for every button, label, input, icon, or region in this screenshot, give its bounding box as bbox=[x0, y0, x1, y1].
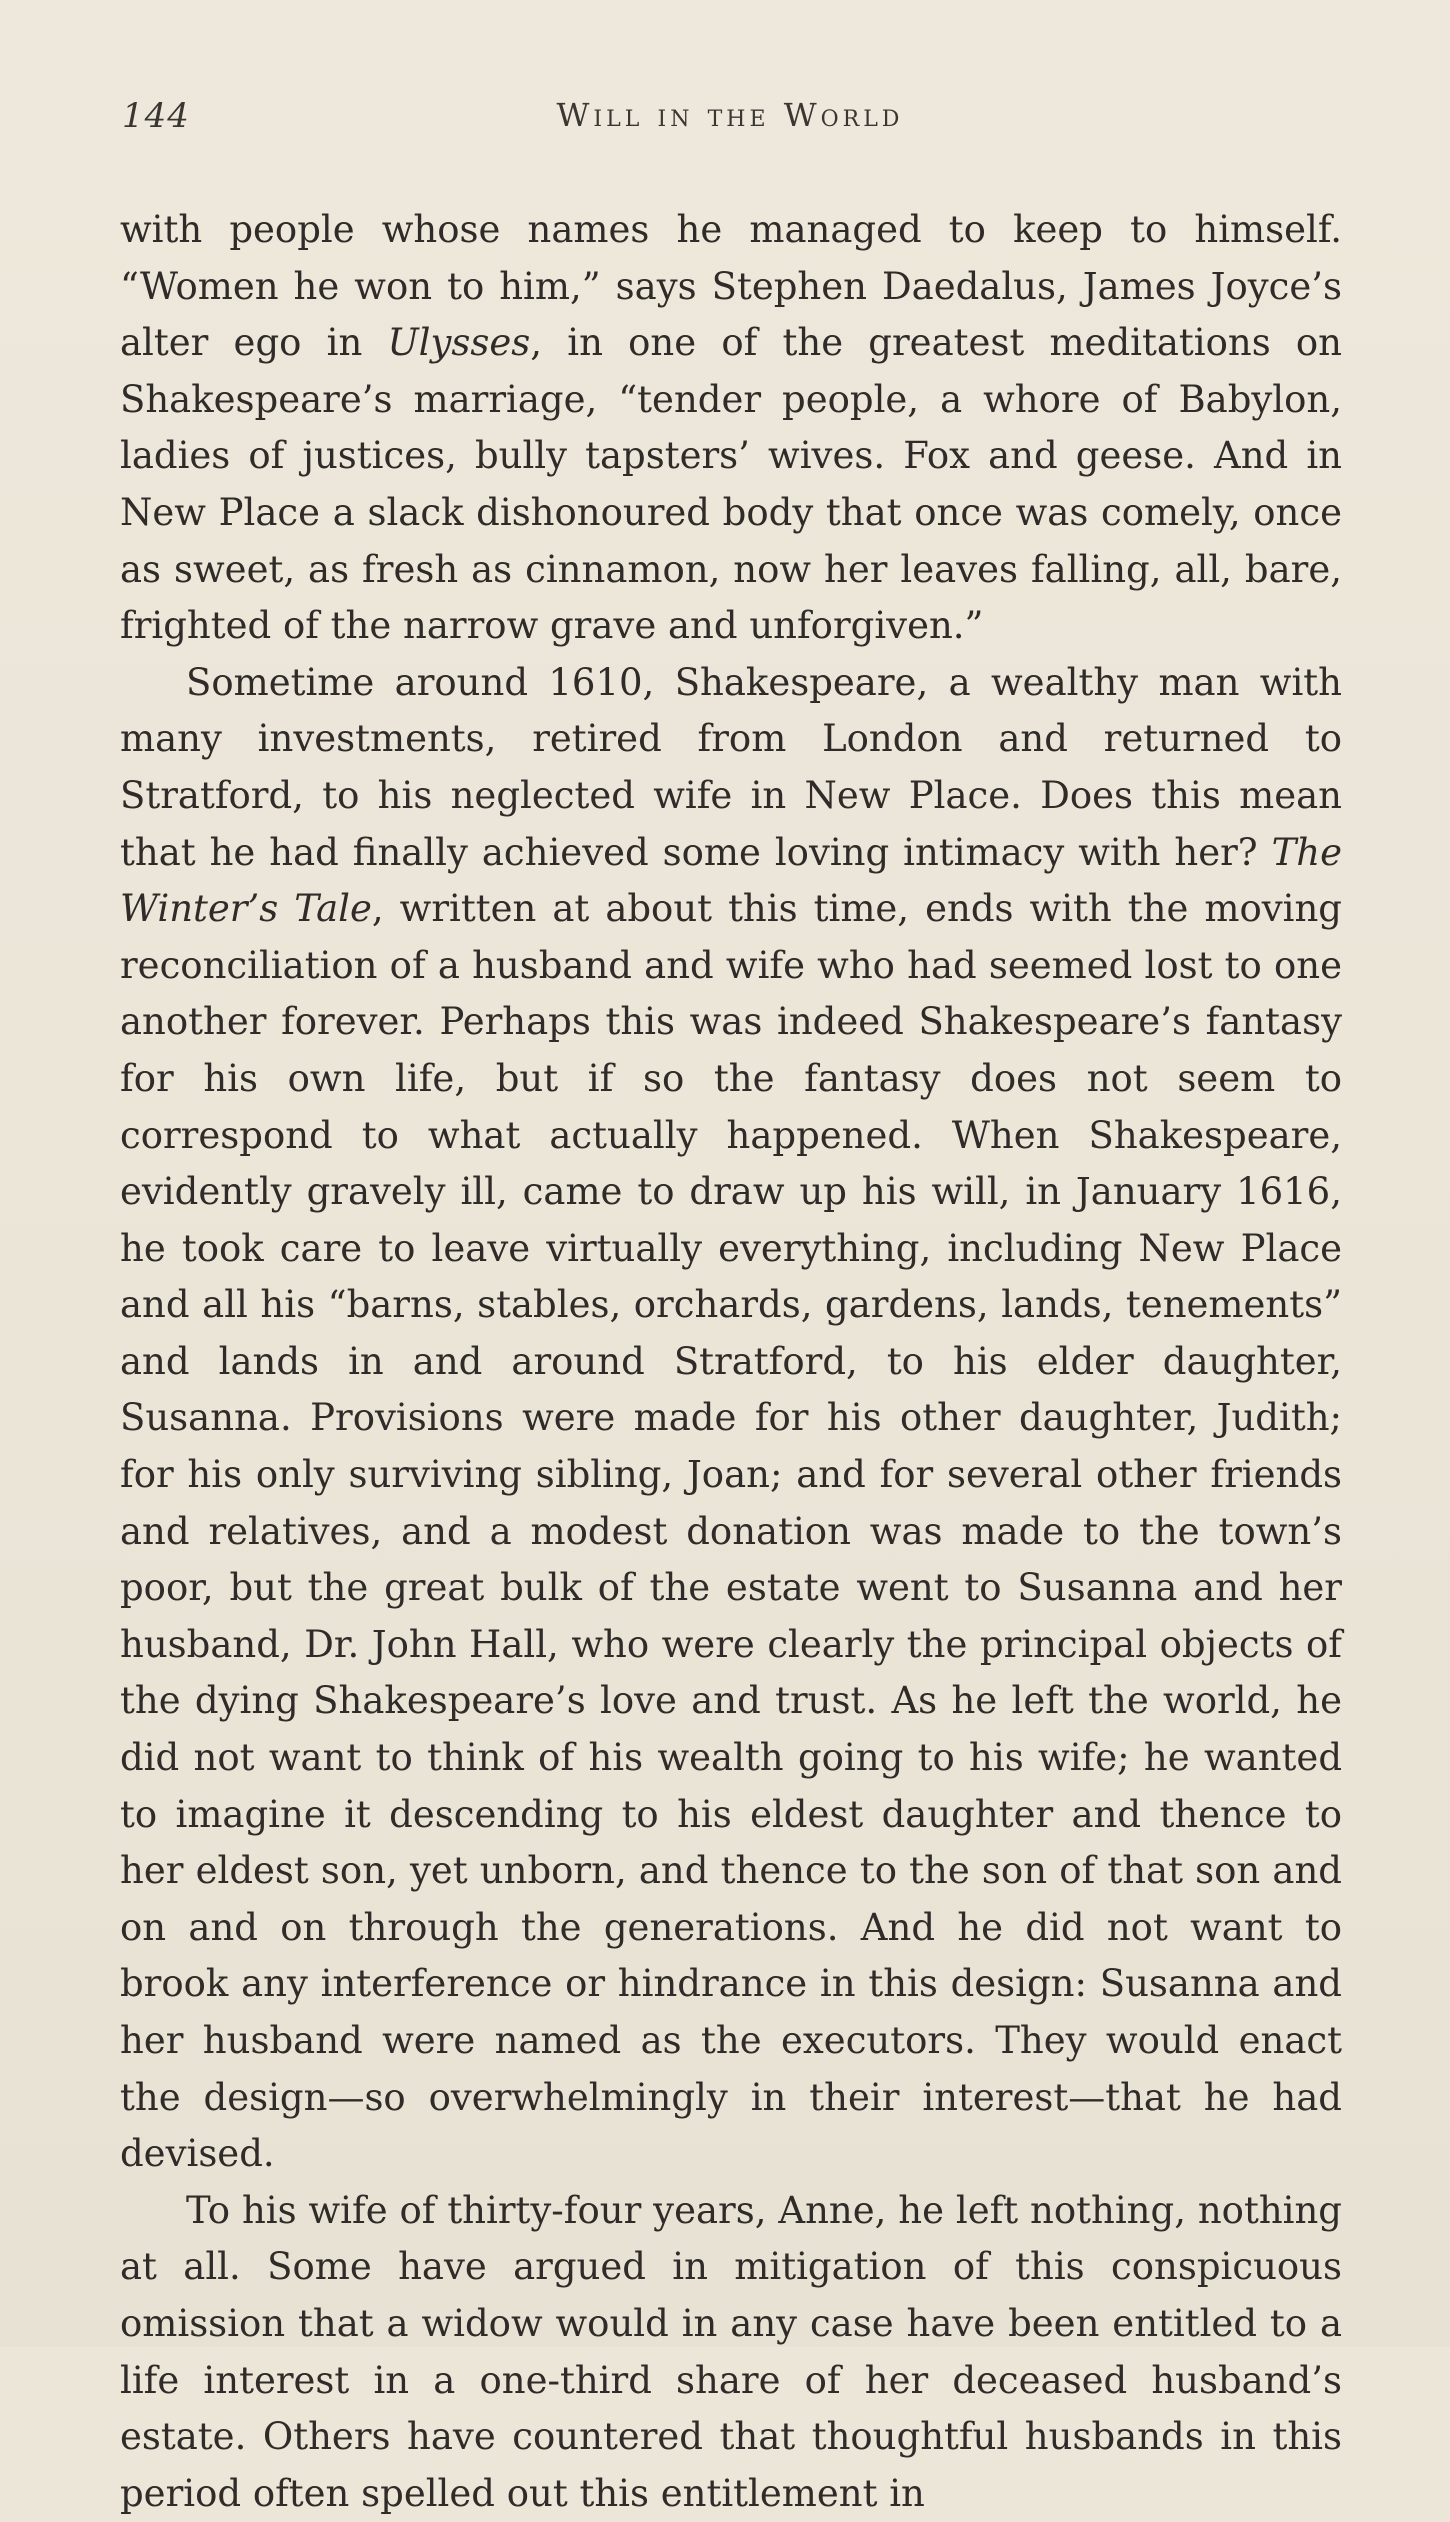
paragraph-3: To his wife of thirty-four years, Anne, he left nothing, nothing at all. Some have argued in mitigation of this conspicuous omission that a widow would in any case have been entitled to a life interest in a one-third share of her deceased husband’s estate. Others have countered that thoughtful husbands in this period often spelled out this entitlement in bbox=[120, 2188, 1342, 2515]
paragraph-1-part-b: , in one of the greatest meditations on Shakespeare’s marriage, “tender people, a whore of Babylon, ladies of justices, bully tapsters’ wives. Fox and geese. And in New Place a slack dishonoured body that once was comely, once as sweet, as fresh as cinnamon, now her leaves falling, all, bare, frighted of the narrow grave and unforgiven.” bbox=[120, 321, 1342, 648]
body-text bbox=[120, 202, 1342, 2522]
paragraph-2 bbox=[120, 655, 1342, 2183]
running-head bbox=[118, 96, 1342, 146]
title-winters-tale: The Winter’s Tale bbox=[120, 830, 1342, 931]
paragraph-1 bbox=[120, 202, 1342, 655]
paragraph-1-part-a: with people whose names he managed to keep to himself. “Women he won to him,” says Stephen Daedalus, James Joyce’s alter ego in bbox=[120, 208, 1342, 365]
paragraph-2-part-b: , written at about this time, ends with the moving reconciliation of a husband and wife who had seemed lost to one another forever. Perhaps this was indeed Shakespeare’s fantasy for his own life, but if so the fantasy does not seem to correspond to what actually happened. When Shakespeare, evidently gravely ill, came to draw up his will, in January 1616, he took care to leave virtually everything, including New Place and all his “barns, stables, orchards, gardens, lands, tenements” and lands in and around Stratford, to his elder daughter, Susanna. Provisions were made for his other daughter, Judith; for his only surviving sibling, Joan; and for several other friends and relatives, and a modest donation was made to the town’s poor, but the great bulk of the estate went to Susanna and her husband, Dr. John Hall, who were clearly the principal objects of the dying Shakespeare’s love and trust. As he left the world, he did not want to think of his wealth going to his wife; he wanted to imagine it descending to his eldest daughter and thence to her eldest son, yet unborn, and thence to the son of that son and on and on through the generations. And he did not want to brook any interference or hindrance in this design: Susanna and her husband were named as the executors. They would enact the design—so overwhelmingly in their interest—that he had devised. bbox=[120, 887, 1342, 2176]
paragraph-2-part-a: Sometime around 1610, Shakespeare, a wealthy man with many investments, retired from London and returned to Stratford, to his neglected wife in New Place. Does this mean that he had finally achieved some loving intimacy with her? bbox=[120, 660, 1342, 874]
book-title: Will in the World bbox=[556, 96, 904, 134]
page-number: 144 bbox=[122, 96, 190, 136]
title-ulysses: Ulysses bbox=[387, 321, 531, 365]
